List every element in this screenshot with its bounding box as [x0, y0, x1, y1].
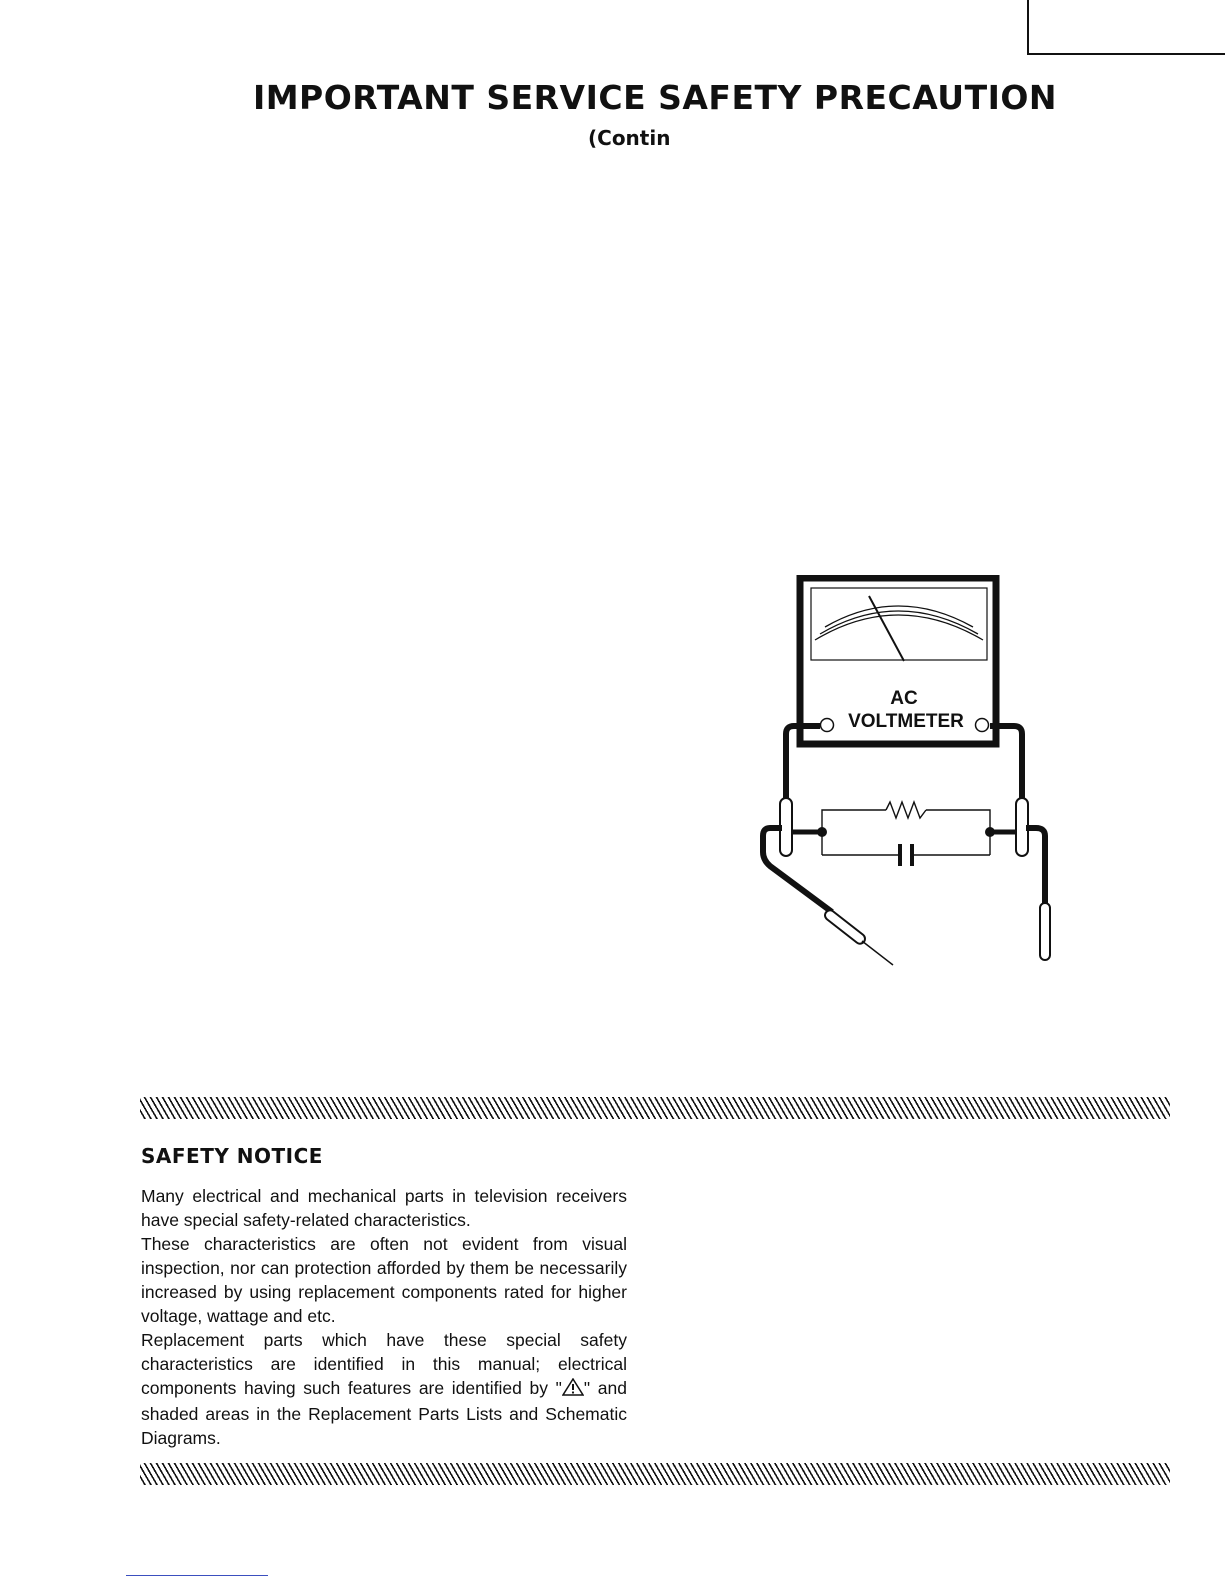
safety-notice-paragraph: [141, 1328, 627, 1450]
safety-notice-paragraph: Many electrical and mechanical parts in television receivers have special safety-related characteristics.: [141, 1186, 627, 1230]
page-subtitle: (Contin: [588, 126, 671, 150]
right-probe: [1040, 903, 1050, 960]
safety-notice-title: SAFETY NOTICE: [141, 1144, 323, 1168]
safety-notice-body: [141, 1184, 627, 1450]
page-title: IMPORTANT SERVICE SAFETY PRECAUTION: [252, 78, 1058, 117]
meter-label-ac: AC: [890, 688, 918, 709]
safety-notice-text: " and shaded areas in the Replacement Parts Lists and Schematic Diagrams.: [141, 1378, 627, 1448]
safety-notice-paragraph: These characteristics are often not evident from visual inspection, nor can protection afforded by them be necessarily increased by using replacement components rated for higher voltage, wattage and etc.: [141, 1234, 627, 1326]
right-terminal: [976, 719, 989, 732]
left-probe: [823, 908, 867, 945]
resistor-symbol: [886, 802, 926, 818]
hatched-divider: [140, 1463, 1170, 1485]
hatched-divider: [140, 1097, 1170, 1119]
warning-triangle-icon: [562, 1378, 584, 1402]
left-probe-tip: [862, 941, 893, 965]
meter-label-voltmeter: VOLTMETER: [848, 711, 964, 732]
page-corner-box: [1027, 0, 1225, 55]
left-terminal: [821, 719, 834, 732]
footer-link-underline[interactable]: [126, 1575, 268, 1576]
ac-voltmeter-diagram: [755, 575, 1065, 975]
safety-notice-text: Replacement parts which have these special safety characteristics are identified in this manual; electrical components having such features are identified by ": [141, 1330, 627, 1398]
voltmeter-window: [811, 588, 987, 660]
